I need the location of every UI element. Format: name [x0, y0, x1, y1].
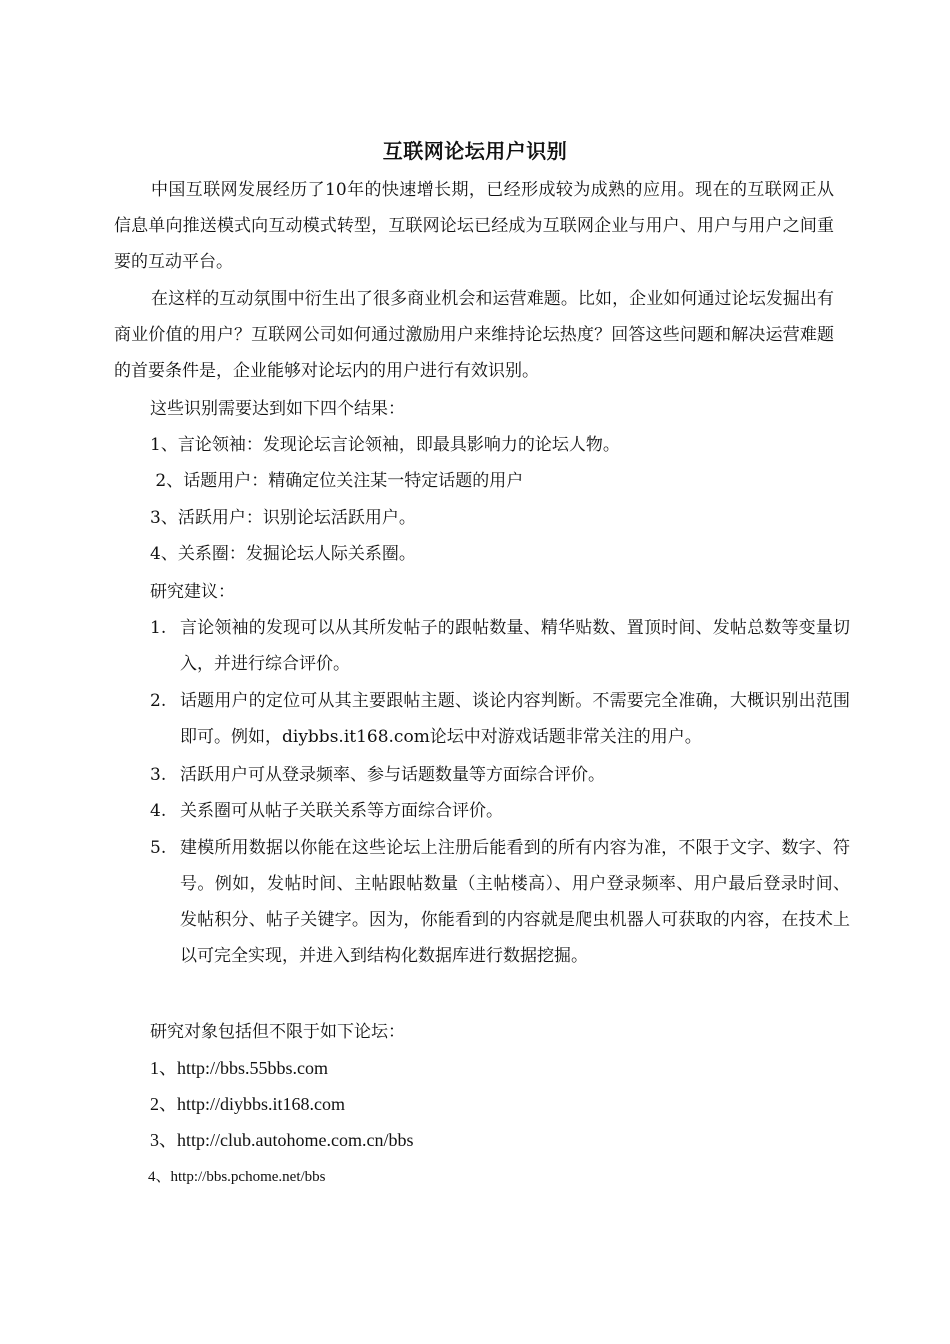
suggestion-number: 3. — [150, 765, 167, 785]
suggestion-number: 5. — [150, 838, 167, 858]
suggestion-item-1 — [150, 610, 850, 682]
result-item-3: 3、活跃用户：识别论坛活跃用户。 — [150, 508, 416, 528]
suggestion-number: 2. — [150, 691, 167, 711]
suggestion-item-2 — [150, 683, 850, 755]
suggestion-item-3 — [150, 757, 850, 793]
intro-paragraph-1: 中国互联网发展经历了10年的快速增长期，已经形成较为成熟的应用。现在的互联网正从信息单向推送模式向互动模式转型，互联网论坛已经成为互联网企业与用户、用户与用户之间重要的互动平台。 — [114, 180, 834, 272]
forums-intro: 研究对象包括但不限于如下论坛： — [150, 1022, 405, 1042]
result-item-1: 1、言论领袖：发现论坛言论领袖，即最具影响力的论坛人物。 — [150, 435, 620, 455]
suggestion-text: 话题用户的定位可从其主要跟帖主题、谈论内容判断。不需要完全准确，大概识别出范围即可。例如，diybbs.it168.com论坛中对游戏话题非常关注的用户。 — [180, 691, 850, 747]
forum-link-3[interactable]: 3、http://club.autohome.com.cn/bbs — [150, 1130, 414, 1150]
results-intro: 这些识别需要达到如下四个结果： — [150, 399, 405, 419]
suggestion-text: 活跃用户可从登录频率、参与话题数量等方面综合评价。 — [180, 765, 605, 785]
suggestions-intro: 研究建议： — [150, 582, 235, 602]
result-item-2: 2、话题用户：精确定位关注某一特定话题的用户 — [150, 471, 524, 491]
intro-paragraph-2: 在这样的互动氛围中衍生出了很多商业机会和运营难题。比如，企业如何通过论坛发掘出有商业价值的用户？互联网公司如何通过激励用户来维持论坛热度？回答这些问题和解决运营难题的首要条件是，企业能够对论坛内的用户进行有效识别。 — [114, 289, 834, 381]
suggestion-item-4 — [150, 793, 850, 829]
suggestion-number: 4. — [150, 801, 167, 821]
suggestion-text: 关系圈可从帖子关联关系等方面综合评价。 — [180, 801, 503, 821]
forum-link-1[interactable]: 1、http://bbs.55bbs.com — [150, 1058, 329, 1078]
document-title: 互联网论坛用户识别 — [382, 139, 568, 163]
suggestion-text: 建模所用数据以你能在这些论坛上注册后能看到的所有内容为准，不限于文字、数字、符号。例如，发帖时间、主帖跟帖数量（主帖楼高）、用户登录频率、用户最后登录时间、发帖积分、帖子关键字。因为，你能看到的内容就是爬虫机器人可获取的内容，在技术上以可完全实现，并进入到结构化数据库进行数据挖掘。 — [180, 838, 850, 966]
forum-link-4[interactable]: 4、http://bbs.pchome.net/bbs — [148, 1169, 326, 1185]
suggestion-number: 1. — [150, 618, 167, 638]
suggestion-text: 言论领袖的发现可以从其所发帖子的跟帖数量、精华贴数、置顶时间、发帖总数等变量切入，并进行综合评价。 — [180, 618, 850, 674]
forum-link-2[interactable]: 2、http://diybbs.it168.com — [150, 1094, 346, 1114]
suggestion-item-5 — [150, 830, 850, 974]
result-item-4: 4、关系圈：发掘论坛人际关系圈。 — [150, 544, 416, 564]
